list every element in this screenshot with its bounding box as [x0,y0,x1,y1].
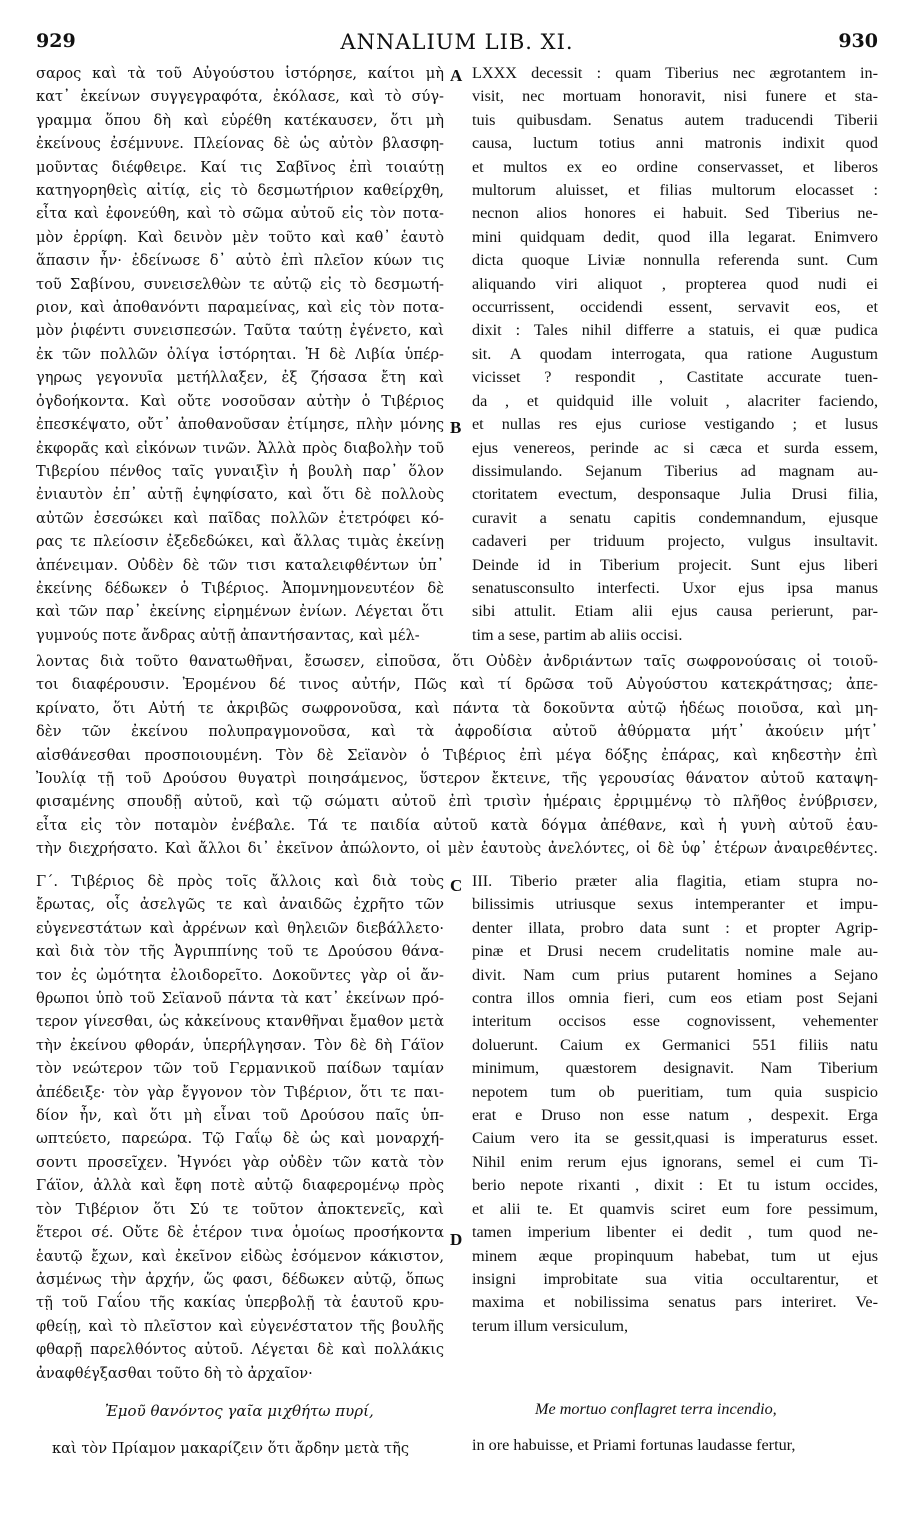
latin-column-upper [472,62,878,647]
greek-text-line: ἐκ τῶν πολλῶν ὀλίγα ἱστόρηται. Ἡ δὲ Λιβία ὑπέρ- [36,345,444,363]
latin-text-line: contra illos omnia fieri, cum eos etiam post Sejani [472,989,878,1008]
latin-text-line: cadaveri per triduum projecto, vulgus insultavit. [472,532,878,551]
latin-text-line: curavit a senatu capitis condemnandum, ejusque [472,508,878,527]
greek-text-line: ἐκφορᾶς καὶ εἰκόνων τινῶν. Ἀλλὰ πρὸς διαβολὴν τοῦ [36,439,444,457]
greek-text-line: δὲν τῶν ἐκείνου πολυπραγμονοῦσα, καὶ τὰ ἀφροδίσια αὐτοῦ ἀθύρματα μήτ᾽ ἀκούειν μήτ᾽ [36,723,878,741]
greek-text-line: κατηγορηθεὶς αἰτίᾳ, εἰς τὸ δεσμωτήριον καθείρχθη, [36,182,444,200]
section-marker-c: C [450,876,463,895]
latin-verse-line: Me mortuo conflagret terra incendio, [535,1400,777,1418]
greek-final-line: καὶ τὸν Πρίαμον μακαρίζειν ὅτι ἄρδην μετὰ τῆς [52,1440,409,1457]
greek-text-line: αἰσθάνεσθαι προσποιουμένη. Τὸν δὲ Σεϊανὸν ὁ Τιβέριος ἐπὶ μέγα δόξης ἐπάρας, καὶ κηδεστὴν ἐπὶ [36,746,878,764]
greek-text-line: μοῦντας διέφθειρε. Καί τις Σαβῖνος ἐπὶ τοιαύτῃ [36,158,444,176]
latin-text-line: minimum, quæstorem designavit. Nam Tiberium [472,1059,878,1078]
latin-text-line: ctoritatem evectum, desponsaque Julia Drusi filia, [472,485,878,504]
right-page-number: 930 [838,30,878,52]
greek-column-upper [36,62,444,647]
greek-text-line: ἔρωτας, οἷς ἀσελγῶς τε καὶ ἀναιδῶς ἐχρῆτο τῶν [36,896,444,914]
running-title: ANNALIUM LIB. XI. [340,30,574,54]
greek-text-line: ἐκείνης δέδωκεν ὁ Τιβέριος. Ἀπομνημονευτέον δὲ [36,579,444,597]
greek-text-line: θρωποι ὑπὸ τοῦ Σεϊανοῦ πάντα τὰ κατ᾽ ἐκείνων πρό- [36,990,444,1008]
latin-text-line: visit, nec mortuam honoravit, nisi funere et sta- [472,87,878,106]
section-marker-a: A [450,66,463,85]
greek-text-line: λοντας διὰ τοῦτο θανατωθῆναι, ἔσωσεν, εἰποῦσα, ὅτι Οὐδὲν ἀνδριάντων ταῖς σωφρονούσαις οἱ τοιοῦ- [36,653,878,670]
latin-text-line: doluerunt. Caium ex Germanici 551 filiis natu [472,1035,878,1054]
greek-text-line: αὐτῶν ἐσεσώκει καὶ παῖδας πολλῶν ἐτετρόφει κό- [36,509,444,527]
latin-final-line: in ore habuisse, et Priami fortunas laudasse fertur, [472,1436,796,1454]
latin-text-line: interitum occisos esse cognovissent, vehementer [472,1012,878,1031]
latin-text-line: et multos ex eo ordine conservasset, et liberos [472,157,878,176]
latin-text-line: vicisset ? respondit , Castitate accurate tuen- [472,368,878,387]
latin-text-line: III. Tiberio præter alia flagitia, etiam stupra no- [472,872,878,890]
greek-text-line: τὸν Τιβέριον ὅτι Σύ τε τοῦτον ἀποκτενεῖς, καὶ [36,1200,444,1218]
latin-text-line: nepotem tum ob pueritiam, tum quia suspicio [472,1082,878,1101]
greek-text-line: Τιβερίου πένθος ταῖς γυναιξὶν ἡ βουλὴ παρ᾽ ὅλον [36,462,444,480]
greek-text-line: Γάϊον, ἀλλὰ καὶ ἔφη ποτὲ αὐτῷ διαφερομένῳ πρὸς [36,1177,444,1195]
greek-text-line: κατ᾽ ἐκείνων συγγεγραφότα, ἐκόλασε, καὶ τὸ σύγ- [36,88,444,106]
greek-text-line: τον ἐς ὠμότητα ἐλοιδορεῖτο. Δοκοῦντες γὰρ οἱ ἄν- [36,966,444,984]
greek-text-line: τερον γίνεσθαι, ὡς κἀκείνους κτανθῆναι ἔμαθον μετὰ [36,1013,444,1031]
latin-text-line: minem æque propinquum habebat, tum ut ejus [472,1246,878,1265]
latin-text-line: terum illum versiculum, [472,1316,629,1335]
latin-text-line: Caium vero ita se gessit,quasi is imperaturus esset. [472,1129,878,1148]
greek-text-line: ἐπεσκέψατο, οὔτ᾽ ἀποθανοῦσαν ἐτίμησε, πλὴν μόνης [36,416,444,434]
greek-text-line: ἀσμένως τὴν ἀρχήν, ὥς φασι, δέδωκεν αὐτῷ, ὅπως [36,1270,444,1288]
greek-text-line: εὐγενεστάτων καὶ ἀρρένων καὶ θηλειῶν διεβάλλετο· [36,919,444,937]
latin-text-line: da , et quidquid ille voluit , alacriter faciendo, [472,391,878,410]
latin-text-line: sit. A quodam interrogata, qua ratione Augustum [472,344,878,363]
latin-text-line: dixit : Tales nihil differre a statuis, ei quæ pudica [472,321,878,340]
latin-text-line: causa, luctum totius anni matronis indixit quod [472,134,878,153]
greek-text-line: ρας τε πλείοσιν ἐξεδεδώκει, καὶ ἄλλας τιμὰς ἐκείνῃ [36,533,444,551]
greek-text-line: φθείῃ, καὶ τὸ πλεῖστον καὶ εὐγενέστατον τῆς βουλῆς [36,1317,444,1335]
latin-text-line: dicta quoque Liviæ nonnulla referenda sunt. Cum [472,251,878,270]
greek-text-line: ἅπασιν ἦν· ἐδείνωσε δ᾽ αὐτὸ ἐπὶ πλεῖον κύων τις [36,252,444,270]
latin-text-line: pinæ et Drusi necem crudelitatis nomine male au- [472,942,878,961]
latin-text-line: divit. Nam cum prius putarent homines a Sejano [472,965,878,984]
greek-full-width-passage [36,650,878,861]
greek-text-line: τὴν ἐκείνου φθοράν, ὑπερήλγησαν. Τὸν δὲ δὴ Γάϊον [36,1036,444,1054]
latin-text-line: tim a sese, partim ab aliis occisi. [472,625,683,644]
greek-text-line: ὀγδοήκοντα. Καὶ οὔτε νοσοῦσαν αὐτὴν ὁ Τιβέριος [36,392,444,410]
greek-text-line: φισαμένης σπουδῇ αὐτοῦ, καὶ τῷ σώματι αὐτοῦ ἐπὶ τρισὶν ἡμέραις ἐρριμμένῳ τὸ πλῆθος ἐνύβρισεν, [36,793,878,811]
greek-text-line: ἀπένειμαν. Οὐδὲν δὲ τῶν τισι καταλειφθέντων ὑπ᾽ [36,556,444,574]
latin-text-line: et alii te. Et quamvis sciret eum fore pessimum, [472,1199,878,1218]
latin-text-line: et nullas res ejus curiose vestigando ; et lusus [472,415,878,434]
latin-text-line: mini quidquam dedit, quod illa legarat. Enimvero [472,227,878,246]
greek-text-line: σαρος καὶ τὰ τοῦ Αὐγούστου ἱστόρησε, καίτοι μὴ [36,65,444,82]
greek-text-line: ἐκείνους ἐσέμνυνε. Πλείονας δὲ ὡς αὐτὸν βλασφη- [36,135,444,153]
latin-text-line: tuis quibusdam. Senatus autem traducendi Tiberii [472,110,878,129]
greek-text-line: τοι διαφέρουσιν. Ἐρομένου δέ τινος αὐτήν, Πῶς καὶ τί δρῶσα τοῦ Αὐγούστου κατεκράτησας; ἀπε- [36,676,878,694]
greek-verse-line: Ἐμοῦ θανόντος γαῖα μιχθήτω πυρί, [105,1402,374,1420]
latin-text-line: aliquando viri aliquot , propterea quod nudi ei [472,274,878,293]
latin-column-lower [472,870,878,1338]
greek-text-line: καὶ διὰ τὸν τῆς Ἀγριππίνης τοῦ τε Δρούσου θάνα- [36,943,444,961]
latin-text-line: insigni improbitate sua vitia occultarentur, et [472,1269,878,1288]
running-header [36,30,878,56]
greek-text-line: μὸν ῥιφέντι συνεισπεσών. Ταῦτα ταύτῃ ἐγένετο, καὶ [36,322,444,340]
latin-text-line: sibi attulit. Etiam alii ejus causa perierunt, par- [472,602,878,621]
latin-text-line: maxima et nobilissima senatus pars interiret. Ve- [472,1293,878,1312]
latin-text-line: dissimulando. Sejanum Tiberius ad magnam au- [472,461,878,480]
latin-text-line: Deinde id in Tiberium projecit. Sunt ejus liberi [472,555,878,574]
greek-text-line: ἑαυτῷ ἔχων, καὶ ἐκεῖνον εἰδὼς ἐσόμενον κάκιστον, [36,1247,444,1265]
latin-text-line: necnon alios honores ei habuit. Sed Tiberius ne- [472,204,878,223]
latin-text-line: occurrissent, occidendi essent, servavit eos, et [472,298,878,317]
greek-text-line: γραμμα ὅπου δὴ καὶ εὑρέθη κατέκαυσεν, ὅτι μὴ [36,111,444,129]
greek-text-line: ἐνιαυτὸν ἐπ᾽ αὐτῇ ἐψηφίσατο, καὶ ὅτι δὲ πολλοὺς [36,486,444,504]
greek-text-line: Ἰουλίᾳ τῇ τοῦ Δρούσου θυγατρὶ ποιησάμενος, ὕστερον ἔκτεινε, τῆς γερουσίας θάνατον αὐτοῦ καταψη- [36,770,878,788]
greek-text-line: ριον, καὶ ἀποθανόντι παραμείνας, καὶ εἰς τὸν ποτα- [36,299,444,317]
latin-text-line: bilissimis utriusque sexus intemperanter et impu- [472,895,878,914]
greek-text-line: γηρως γεγονυῖα μετήλλαξεν, ἐξ ζήσασα ἔτη καὶ [36,369,444,387]
latin-text-line: erat e Druso non esse natum , despexit. Erga [472,1106,878,1125]
latin-text-line: Nihil enim rerum ejus ignorans, semel ei cum Ti- [472,1152,878,1171]
greek-text-line: τὴν διεχρήσατο. Καὶ ἄλλοι δι᾽ ἐκεῖνον ἀπώλοντο, οἱ μὲν ἑαυτοὺς ἀνελόντες, οἱ δὲ ὑφ᾽ ἑτέρων ἀναιρεθέντες. [36,840,878,858]
greek-text-line: τὸν νεώτερον τῶν τοῦ Γερμανικοῦ παίδων ταμίαν [36,1060,444,1078]
greek-text-line: σοντι προσεῖχεν. Ἠγνόει γὰρ οὐδὲν τῶν κατὰ τὸν [36,1153,444,1171]
latin-text-line: denter illata, probro data sunt : et propter Agrip- [472,918,878,937]
greek-text-line: ωπτεύετο, παρεώρα. Τῷ Γαΐῳ δὲ ὡς καὶ μοναρχή- [36,1130,444,1148]
greek-text-line: ἀπέδειξε· τὸν γὰρ ἔγγονον τὸν Τιβέριον, ὅτι τε παι- [36,1083,444,1101]
left-page-number: 929 [36,30,76,52]
greek-text-line: τοῦ Σαβίνου, συνεισελθὼν τε αὐτῷ εἰς τὸ δεσμωτή- [36,275,444,293]
latin-text-line: berio nepote rixanti , dixit : Et tu istum occides, [472,1176,878,1195]
greek-column-lower [36,870,444,1385]
latin-text-line: multorum aluisset, et filias multorum elocasset : [472,181,878,200]
greek-text-line: Γ΄. Τιβέριος δὲ πρὸς τοῖς ἄλλοις καὶ διὰ τοὺς [36,873,444,890]
greek-text-line: μὸν ἐρρίφη. Καὶ δεινὸν μὲν τοῦτο καὶ καθ᾽ ἑαυτὸ [36,228,444,246]
greek-text-line: ἕτεροι σέ. Οὔτε δὲ ἑτέρον τινα ὁμοίως προσήκοντα [36,1224,444,1242]
latin-text-line: ejus venereos, perinde ac si cæca et surda essem, [472,438,878,457]
section-marker-b: B [450,418,462,437]
latin-text-line: LXXX decessit : quam Tiberius nec ægrotantem in- [472,64,878,82]
greek-text-line: δίον ἦν, καὶ ὅτι μὴ εἶναι τοῦ Δρούσου παῖς ὑπ- [36,1107,444,1125]
greek-text-line: τῇ τοῦ Γαΐου τῆς κακίας ὑπερβολῇ τὰ ἑαυτοῦ κρυ- [36,1294,444,1312]
greek-text-line: καὶ τῶν παρ᾽ ἐκείνης εἰρημένων ἐνίων. Λέγεται ὅτι [36,603,444,621]
greek-text-line: γυμνούς ποτε ἄνδρας αὐτῇ ἀπαντήσαντας, καὶ μέλ- [36,626,420,644]
latin-text-line: senatusconsulto interfecti. Uxor ejus ipsa manus [472,578,878,597]
greek-text-line: εἶτα καὶ ἐφονεύθη, καὶ τὸ σῶμα αὐτοῦ εἰς τὸν ποτα- [36,205,444,223]
greek-text-line: εἶτα εἰς τὸν ποταμὸν ἐνέβαλε. Τά τε παιδία αὐτοῦ κατὰ δόγμα ἀπέθανε, καὶ ἡ γυνὴ αὐτοῦ ἑαυ- [36,816,878,834]
latin-text-line: tamen imperium libenter ei dedit , tum quod ne- [472,1223,878,1242]
greek-text-line: φθαρῇ παρελθόντος αὐτοῦ. Λέγεται δὲ καὶ πολλάκις [36,1341,444,1359]
section-marker-d: D [450,1230,463,1249]
greek-text-line: ἀναφθέγξασθαι τοῦτο δὴ τὸ ἀρχαῖον· [36,1364,313,1382]
greek-text-line: κρίνατο, ὅτι Αὐτή τε ἀκριβῶς σωφρονοῦσα, καὶ πάντα τὰ δοκοῦντα αὐτῷ ἡδέως ποιοῦσα, καὶ μη- [36,699,878,717]
